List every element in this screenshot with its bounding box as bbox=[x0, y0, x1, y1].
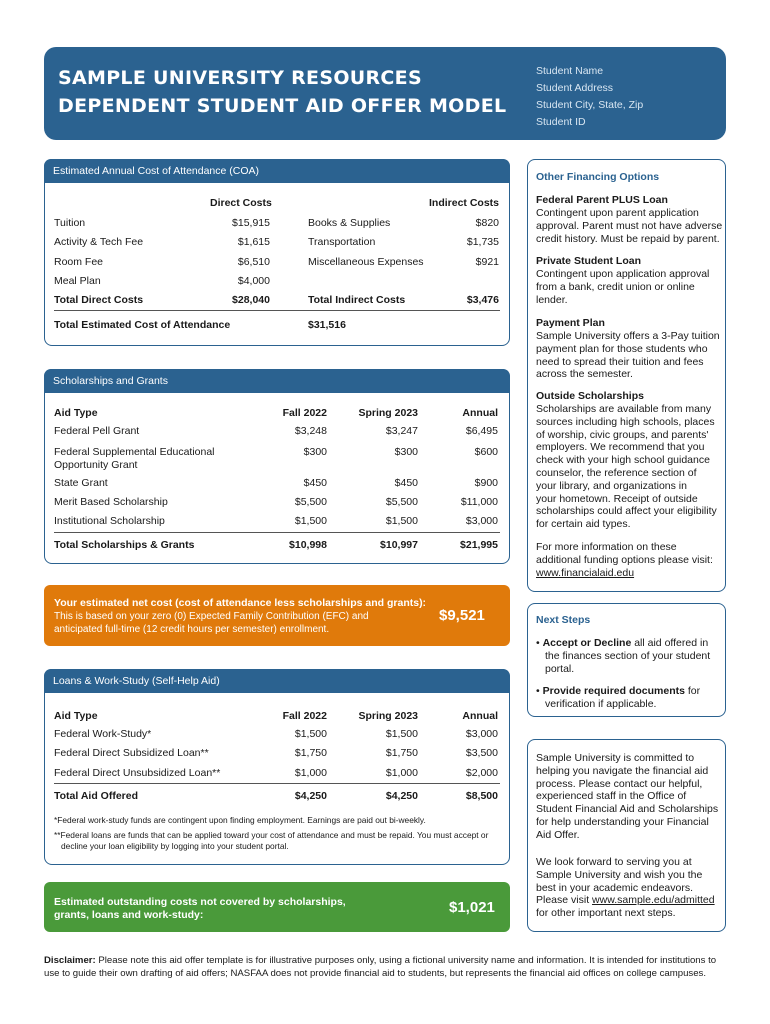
commitment-card bbox=[527, 739, 726, 932]
divider bbox=[54, 783, 500, 784]
outstanding-banner bbox=[44, 882, 510, 932]
welcome-text: We look forward to serving you at Sample University and wish you the best in your academic endeavors. Please visit www.sample.edu/admitted for other important next steps. bbox=[536, 856, 715, 920]
private-loan-title: Private Student Loan bbox=[536, 255, 642, 267]
divider bbox=[54, 310, 500, 311]
direct-cost-value: $15,915 bbox=[232, 217, 270, 229]
page-header bbox=[44, 47, 726, 140]
column-header: Spring 2023 bbox=[358, 407, 418, 419]
annual-value: $6,495 bbox=[465, 425, 498, 437]
scholarships-card bbox=[44, 369, 510, 564]
fall-value: $5,500 bbox=[294, 496, 327, 508]
spring-value: $1,000 bbox=[385, 767, 418, 779]
fall-value: $450 bbox=[303, 477, 327, 489]
aid-type: Merit Based Scholarship bbox=[54, 496, 168, 508]
fall-value: $1,500 bbox=[294, 728, 327, 740]
commitment-text: Sample University is committed to helping you navigate the financial aid process. Please contact our helpful, experienced staff in the Office of Student Financial Aid and Scholarships for help understanding your Financial Aid Offer. bbox=[536, 752, 719, 841]
student-city: Student City, State, Zip bbox=[536, 99, 644, 111]
spring-value: $300 bbox=[394, 446, 418, 458]
indirect-cost-label: Miscellaneous Expenses bbox=[308, 256, 424, 268]
student-address: Student Address bbox=[536, 82, 614, 94]
total-fall: $10,998 bbox=[289, 539, 327, 551]
next-step-item: • Provide required documents for verification if applicable. bbox=[536, 685, 701, 710]
payment-plan-text: Sample University offers a 3-Pay tuition payment plan for those students who need to spread their tuition and fees across the semester. bbox=[536, 330, 720, 381]
column-header: Fall 2022 bbox=[282, 407, 327, 419]
direct-cost-value: $1,615 bbox=[237, 236, 270, 248]
payment-plan-title: Payment Plan bbox=[536, 317, 605, 329]
indirect-cost-value: $820 bbox=[475, 217, 499, 229]
total-aid-label: Total Aid Offered bbox=[54, 790, 138, 802]
plus-loan-title: Federal Parent PLUS Loan bbox=[536, 194, 668, 206]
aid-type: Institutional Scholarship bbox=[54, 515, 165, 527]
net-cost-title: Your estimated net cost (cost of attendance less scholarships and grants): bbox=[54, 597, 427, 609]
annual-value: $900 bbox=[474, 477, 498, 489]
footnote: **Federal loans are funds that can be applied toward your cost of attendance and must be repaid. You must accept or bbox=[54, 830, 489, 840]
total-spring: $4,250 bbox=[385, 790, 418, 802]
student-name: Student Name bbox=[536, 65, 604, 77]
direct-cost-label: Room Fee bbox=[54, 256, 104, 268]
footnote: *Federal work-study funds are contingent upon finding employment. Earnings are paid out bi-weekly. bbox=[54, 815, 426, 825]
aid-type: Federal Pell Grant bbox=[54, 425, 140, 437]
aid-type: Federal Work-Study* bbox=[54, 728, 152, 740]
student-info bbox=[536, 63, 643, 131]
spring-value: $1,500 bbox=[385, 515, 418, 527]
direct-cost-label: Meal Plan bbox=[54, 275, 101, 287]
net-cost-value: $9,521 bbox=[439, 607, 485, 624]
total-coa-value: $31,516 bbox=[308, 319, 346, 331]
financial-aid-link[interactable]: www.financialaid.edu bbox=[536, 566, 635, 579]
direct-costs-header: Direct Costs bbox=[210, 197, 272, 209]
outstanding-value: $1,021 bbox=[449, 899, 495, 916]
annual-value: $600 bbox=[474, 446, 498, 458]
page-title-line1: SAMPLE UNIVERSITY RESOURCES bbox=[58, 67, 422, 89]
indirect-costs-header: Indirect Costs bbox=[429, 197, 500, 209]
next-steps-title: Next Steps bbox=[536, 614, 591, 626]
aid-type: Federal Direct Subsidized Loan** bbox=[54, 747, 209, 759]
net-cost-banner bbox=[44, 585, 510, 646]
page-title-line2: DEPENDENT STUDENT AID OFFER MODEL bbox=[58, 95, 507, 117]
loans-card bbox=[44, 669, 510, 865]
spring-value: $1,750 bbox=[385, 747, 418, 759]
disclaimer: Disclaimer: Please note this aid offer template is for illustrative purposes only, using a fictional university name and information. It is intended for institutions to use to guide their own drafting of aid offers; NASFAA does not provide financial aid to students, but represents the financial aid offices on college campuses. bbox=[44, 955, 717, 979]
spring-value: $3,247 bbox=[385, 425, 418, 437]
total-indirect-value: $3,476 bbox=[466, 294, 499, 306]
net-cost-note: anticipated full-time (12 credit hours per semester) enrollment. bbox=[54, 624, 330, 635]
column-header: Annual bbox=[462, 710, 498, 722]
spring-value: $450 bbox=[394, 477, 418, 489]
column-header: Aid Type bbox=[54, 407, 98, 419]
fall-value: $1,750 bbox=[294, 747, 327, 759]
fall-value: $300 bbox=[303, 446, 327, 458]
next-steps-card bbox=[527, 603, 726, 717]
annual-value: $2,000 bbox=[465, 767, 498, 779]
outstanding-label: grants, loans and work-study: bbox=[54, 909, 204, 921]
scholarships-title: Scholarships and Grants bbox=[44, 369, 510, 393]
loans-title: Loans & Work-Study (Self-Help Aid) bbox=[44, 669, 510, 693]
annual-value: $3,500 bbox=[465, 747, 498, 759]
other-financing-title: Other Financing Options bbox=[536, 171, 660, 183]
coa-title: Estimated Annual Cost of Attendance (COA) bbox=[44, 159, 510, 183]
total-fall: $4,250 bbox=[294, 790, 327, 802]
fall-value: $1,000 bbox=[294, 767, 327, 779]
column-header: Spring 2023 bbox=[358, 710, 418, 722]
fall-value: $1,500 bbox=[294, 515, 327, 527]
admitted-link[interactable]: www.sample.edu/admitted bbox=[592, 894, 715, 907]
total-annual: $8,500 bbox=[465, 790, 498, 802]
spring-value: $5,500 bbox=[385, 496, 418, 508]
outside-scholarships-title: Outside Scholarships bbox=[536, 390, 644, 402]
private-loan-text: Contingent upon application approval from a bank, credit union or online lender. bbox=[536, 268, 710, 306]
spring-value: $1,500 bbox=[385, 728, 418, 740]
footnote: decline your loan eligibility by logging into your student portal. bbox=[61, 841, 289, 851]
indirect-cost-value: $921 bbox=[475, 256, 499, 268]
aid-type: State Grant bbox=[54, 477, 108, 489]
student-id: Student ID bbox=[536, 116, 586, 128]
divider bbox=[54, 532, 500, 533]
annual-value: $3,000 bbox=[465, 728, 498, 740]
direct-cost-value: $4,000 bbox=[237, 275, 270, 287]
total-spring: $10,997 bbox=[380, 539, 418, 551]
column-header: Fall 2022 bbox=[282, 710, 327, 722]
indirect-cost-label: Transportation bbox=[308, 236, 376, 248]
fall-value: $3,248 bbox=[294, 425, 327, 437]
plus-loan-text: Contingent upon parent application approval. Parent must not have adverse credit history. Must be repaid by parent. bbox=[536, 207, 723, 245]
direct-cost-value: $6,510 bbox=[237, 256, 270, 268]
aid-type-continued: Opportunity Grant bbox=[54, 459, 138, 471]
total-direct-value: $28,040 bbox=[232, 294, 270, 306]
annual-value: $3,000 bbox=[465, 515, 498, 527]
outstanding-label: Estimated outstanding costs not covered by scholarships, bbox=[54, 896, 346, 908]
total-annual: $21,995 bbox=[460, 539, 498, 551]
column-header: Annual bbox=[462, 407, 498, 419]
aid-type: Federal Supplemental Educational bbox=[54, 446, 215, 458]
next-step-item: • Accept or Decline all aid offered in the finances section of your student portal. bbox=[536, 637, 711, 675]
total-coa-label: Total Estimated Cost of Attendance bbox=[54, 319, 231, 331]
more-info-text: For more information on these additional funding options please visit: www.financialaid.edu bbox=[536, 541, 713, 579]
outside-scholarships-text: Scholarships are available from many sources including high schools, places of worship, civic groups, and parents' employers. We recommend that you check with your high school guidance counselor, the reference section of your library, and organizations in your hometown. Receipt of outside scholarships could affect your eligibility for certain aid types. bbox=[536, 403, 717, 531]
column-header: Aid Type bbox=[54, 710, 98, 722]
other-financing-card bbox=[527, 159, 726, 592]
indirect-cost-value: $1,735 bbox=[466, 236, 499, 248]
indirect-cost-label: Books & Supplies bbox=[308, 217, 391, 229]
direct-cost-label: Tuition bbox=[54, 217, 86, 229]
total-scholarships-label: Total Scholarships & Grants bbox=[54, 539, 195, 551]
total-direct-label: Total Direct Costs bbox=[54, 294, 144, 306]
net-cost-note: This is based on your zero (0) Expected Family Contribution (EFC) and bbox=[54, 611, 369, 622]
coa-card bbox=[44, 159, 510, 346]
total-indirect-label: Total Indirect Costs bbox=[308, 294, 406, 306]
direct-cost-label: Activity & Tech Fee bbox=[54, 236, 144, 248]
aid-type: Federal Direct Unsubsidized Loan** bbox=[54, 767, 221, 779]
annual-value: $11,000 bbox=[460, 496, 498, 508]
